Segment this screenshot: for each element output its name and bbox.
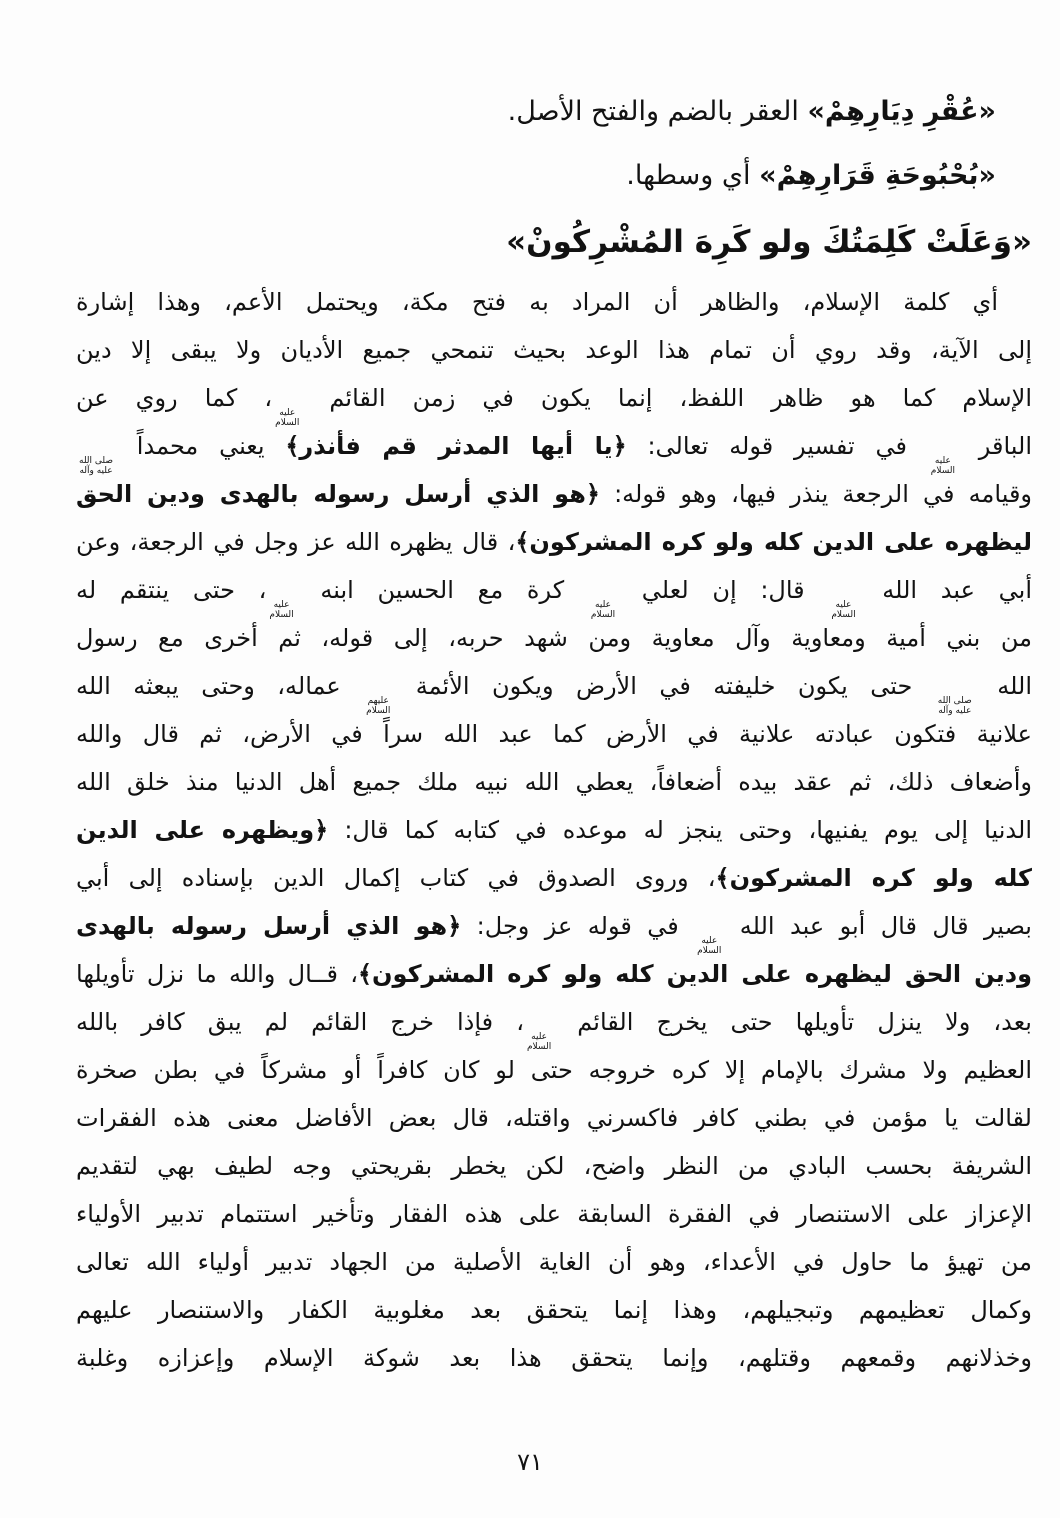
quran-quote: ودين الحق ليظهره على الدين كله ولو كره المشركون﴾ [357,960,1032,988]
body-text-segment: وخذلانهم وقمعهم وقتلهم، وإنما يتحقق هذا بعد شوكة الإسلام وإعزازه وغلبة [76,1344,1032,1372]
quran-quote: ﴿ويظهره على الدين [76,816,329,844]
body-text-segment: في تفسير قوله تعالى: [626,432,928,460]
body-line [76,1094,1032,1142]
body-line [76,422,1032,477]
body-line [76,566,1032,621]
sallallahu-alayhi-wa-alih-mark: صلى الله عليه وآله [937,696,972,717]
quote-heading: «وَعَلَتْ كَلِمَتُكَ ولو كَرِهَ المُشْرِكُونْ» [506,224,1032,260]
body-text-segment: ، حتى ينتقم له [76,576,267,604]
body-line [76,470,1032,518]
quran-quote: ﴿هو الذي أرسل رسوله بالهدى [76,912,462,940]
quran-quote: كله ولو كره المشركون﴾ [715,864,1032,892]
body-text-segment: في قوله عز وجل: [461,912,695,940]
body-text-segment: بصير قال قال أبو عبد الله [724,912,1032,940]
body-text-segment: من تهيؤ ما حاول في الأعداء، وهو أن الغاية الأصلية من الجهاد تدبير أولياء الله تعالى [76,1248,1032,1276]
glossary-lemma: «عُقْرِ دِيَارِهِمْ» [807,96,996,127]
body-line [76,1046,1032,1094]
body-text-segment: علانية فتكون عبادته علانية في الأرض كما عبد الله سراً في الأرض، ثم قال والله [76,720,1032,748]
body-text-segment: ، فإذا خرج القائم لم يبق كافر بالله [76,1008,524,1036]
sallallahu-alayhi-wa-alih-mark: صلى الله عليه وآله [79,456,114,477]
body-line [76,326,1032,374]
body-line [76,1334,1032,1382]
body-text-segment: قال: إن لعلي [618,576,829,604]
body-text-segment: يعني محمداً [116,432,286,460]
body-line [76,950,1032,998]
body-line [76,758,1032,806]
body-text-segment: الإعزاز على الاستنصار في الفقرة السابقة على هذه الفقار وتأخير استتمام تدبير الأولياء [76,1200,1032,1228]
body-text-segment: الباقر [957,432,1032,460]
body-text-segment: أي كلمة الإسلام، والظاهر أن المراد به فتح مكة، ويحتمل الأعم، وهذا إشارة [76,288,998,316]
body-text-segment: وكمال تعظيمهم وتبجيلهم، وهذا إنما يتحقق بعد مغلوبية الكفار والاستنصار عليهم [76,1296,1032,1324]
body-line [76,710,1032,758]
alayhim-assalam-mark: عليهم السلام [366,696,391,717]
body-text [76,278,1032,1382]
alayhis-salam-mark: عليه السلام [831,600,856,621]
quran-quote: ليظهره على الدين كله ولو كره المشركون﴾ [515,528,1033,556]
body-text-segment: وقيامه في الرجعة ينذر فيها، وهو قوله: [599,480,1033,508]
body-text-segment: العظيم ولا مشرك بالإمام إلا كره خروجه حتى لو كان كافراً أو مشركاً في بطن صخرة [76,1056,1032,1084]
alayhis-salam-mark: عليه السلام [590,600,616,621]
quran-quote: ﴿هو الذي أرسل رسوله بالهدى ودين الحق [76,480,600,508]
body-text-segment: أبي عبد الله [858,576,1032,604]
body-line [76,902,1032,957]
body-text-segment: ، قال يظهره الله عز وجل في الرجعة، وعن [76,528,516,556]
body-text-segment: الشريفة بحسب البادي من النظر واضح، لكن يخطر بقريحتي وجه لطيف بهي لتقديم [76,1152,1032,1180]
body-line [76,1190,1032,1238]
body-line [76,998,1032,1053]
glossary-entry [76,80,1032,144]
body-line [76,278,1032,326]
body-text-segment: وأضعاف ذلك، ثم عقد بيده أضعافاً، يعطي الله نبيه ملك جميع أهل الدنيا منذ خلق الله [76,768,1032,796]
body-line [76,374,1032,429]
glossary-entry [76,144,1032,208]
alayhis-salam-mark: عليه السلام [697,936,722,957]
glossary-lemma: «بُحْبُوحَةِ قَرَارِهِمْ» [759,160,996,191]
body-text-segment: الدنيا إلى يوم يفنيها، وحتى ينجز له موعده في كتابه كما قال: [328,816,1032,844]
body-line [76,1286,1032,1334]
body-text-segment: لقالت يا مؤمن في بطني كافر فاكسرني واقتله، قال بعض الأفاضل معنى هذه الفقرات [76,1104,1032,1132]
quran-quote: ﴿يا أيها المدثر قم فأنذر﴾ [285,432,627,460]
glossary-gloss: العقر بالضم والفتح الأصل. [507,96,808,127]
body-text-segment: ، وروى الصدوق في كتاب إكمال الدين بإسناده إلى أبي [76,864,716,892]
alayhis-salam-mark: عليه السلام [930,456,955,477]
body-line [76,1238,1032,1286]
body-text-segment: الإسلام كما هو ظاهر اللفظ، إنما يكون في زمن القائم [302,384,1032,412]
alayhis-salam-mark: عليه السلام [275,408,300,429]
body-line [76,854,1032,902]
body-line [76,662,1033,717]
body-line [76,518,1032,566]
glossary-gloss: أي وسطها. [626,160,760,191]
body-text-segment: بعد، ولا ينزل تأويلها حتى يخرج القائم [554,1008,1032,1036]
body-line [76,806,1032,854]
body-line [76,1142,1032,1190]
body-text-segment: من بني أمية ومعاوية وآل معاوية ومن شهد حربه، إلى قوله، ثم أخرى مع رسول [76,624,1032,652]
alayhis-salam-mark: عليه السلام [526,1032,552,1053]
body-text-segment: ، كما روي عن [76,384,273,412]
body-text-segment: إلى الآية، وقد روي أن تمام هذا الوعد بحيث تنمحي جميع الأديان ولا يبقى إلا دين [76,336,1032,364]
body-text-segment: ، قــال والله ما نزل تأويلها [76,960,358,988]
text-block [76,80,1032,1382]
body-text-segment: حتى يكون خليفته في الأرض ويكون الأئمة [393,672,935,700]
page-number: ٧١ [517,1448,543,1476]
alayhis-salam-mark: عليه السلام [269,600,294,621]
body-line [76,614,1032,662]
body-text-segment: كرة مع الحسين ابنه [296,576,588,604]
body-text-segment: الله [974,672,1033,700]
body-text-segment: عماله، وحتى يبعثه الله [76,672,364,700]
